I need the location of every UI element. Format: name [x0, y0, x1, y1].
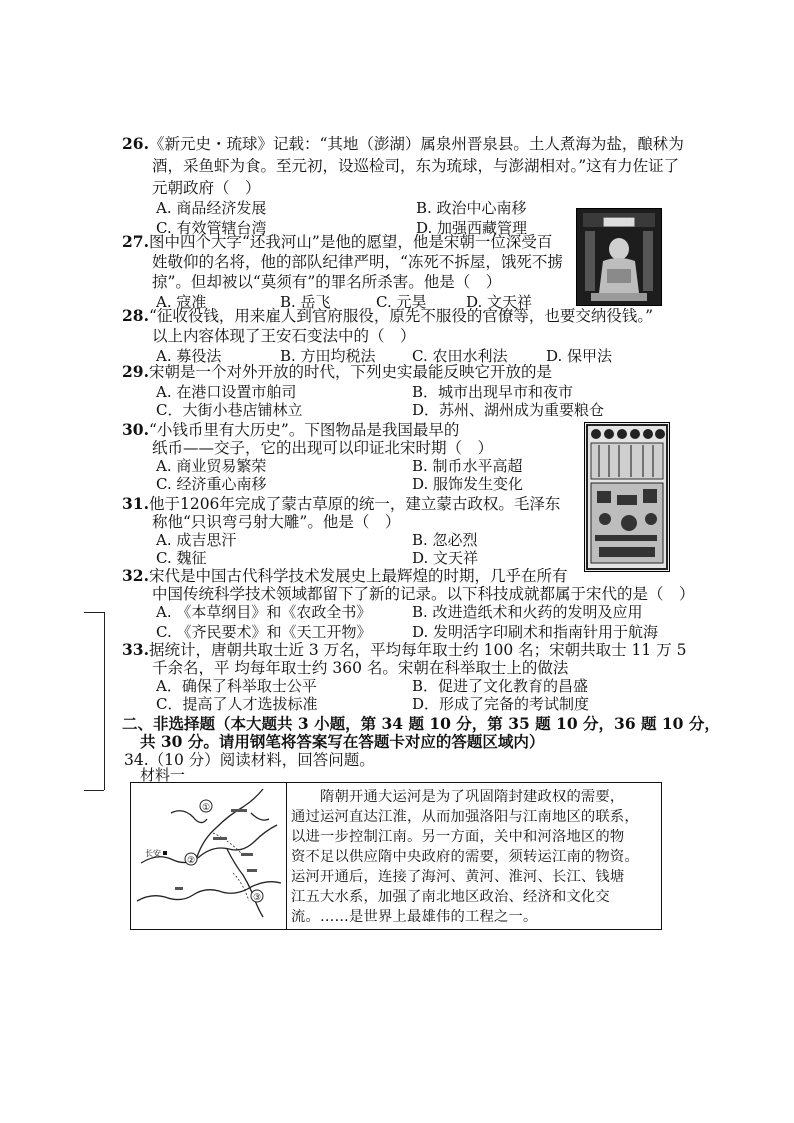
q32-option-b: B. 改进造纸术和火药的发明及应用	[412, 603, 643, 621]
jiaozi-banknote-image	[584, 422, 670, 572]
q30-line1: 30.“小钱币里有大历史”。下图物品是我国最早的	[122, 420, 460, 439]
q33-line1: 33.据统计，唐朝共取士近 3 万名，平均每年取士约 100 名；宋朝共取士 11 万 5	[122, 640, 687, 659]
q28-line1: 28.“征收役钱，用来雇人到官府服役，原先不服役的官僚等，也要交纳役钱。”	[122, 306, 654, 325]
q27-option-a: A. 寇准	[156, 293, 207, 311]
q32-option-c: C. 《齐民要术》和《天工开物》	[156, 623, 372, 641]
q31-option-d: D. 文天祥	[412, 549, 479, 567]
q31-option-a: A. 成吉思汗	[156, 531, 237, 549]
q30-option-c: C. 经济重心南移	[156, 475, 267, 493]
section2-heading-line2: 共 30 分。请用钢笔将答案写在答题卡对应的答题区域内）	[140, 732, 545, 751]
margin-bracket-bottom	[84, 790, 104, 791]
yuefei-statue-photo	[576, 208, 662, 306]
q30-option-b: B. 制币水平高超	[412, 457, 523, 475]
q27-option-d: D. 文天祥	[466, 293, 533, 311]
q26-option-b: B. 政治中心南移	[416, 199, 527, 217]
material-text-line: 运河开通后，连接了海河、黄河、淮河、长江、钱塘	[291, 869, 625, 885]
grand-canal-map	[131, 783, 287, 929]
q30-line2: 纸币——交子，它的出现可以印证北宋时期（ ）	[152, 439, 494, 457]
q28-option-b: B. 方田均税法	[280, 347, 376, 365]
q31-option-c: C. 魏征	[156, 549, 207, 567]
q32-line1: 32.宋代是中国古代科学技术发展史上最辉煌的时期，几乎在所有	[122, 566, 568, 585]
material-one-text	[291, 787, 657, 927]
q26-option-a: A. 商品经济发展	[156, 199, 267, 217]
q27-line1: 27.图中四个大字“还我河山”是他的愿望，他是宋朝一位深受百	[122, 232, 553, 251]
q29-option-a: A. 在港口设置市舶司	[156, 383, 297, 401]
q26-option-d: D. 加强西藏管理	[416, 219, 528, 237]
material-text-line: 江五大水系，加强了南北地区政治、经济和文化交	[291, 889, 610, 905]
q28-line2: 以上内容体现了王安石变法中的（ ）	[152, 327, 416, 345]
q34-heading: 34.（10 分）阅读材料，回答问题。	[124, 751, 375, 769]
q31-line2: 称他“只识弯弓射大雕”。他是（ ）	[152, 513, 401, 531]
material-one-box	[130, 782, 662, 930]
material-text-line: 以进一步控制江南。另一方面，关中和河洛地区的物	[291, 829, 625, 845]
material-text-line: 通过运河直达江淮，从而加强洛阳与江南地区的联系，	[291, 809, 639, 825]
q28-option-c: C. 农田水利法	[412, 347, 508, 365]
q30-option-d: D. 服饰发生变化	[412, 475, 524, 493]
q33-option-a: A．确保了科举取士公平	[156, 677, 317, 695]
q26-line2: 酒，采鱼虾为食。至元初，设巡检司，东为琉球，与澎湖相对。”这有力佐证了	[152, 157, 680, 175]
material-text-line: 流。……是世界上最雄伟的工程之一。	[291, 909, 538, 925]
q29-option-b: B．城市出现早市和夜市	[412, 383, 574, 401]
q31-line1: 31.他于1206年完成了蒙古草原的统一，建立蒙古政权。毛泽东	[122, 494, 561, 513]
margin-bracket	[104, 612, 105, 790]
q32-line2: 中国传统科学技术领域都留下了新的记录。以下科技成就都属于宋代的是（ ）	[152, 585, 695, 603]
q28-option-d: D. 保甲法	[546, 347, 613, 365]
q26-line1: 26.《新元史・琉球》记载：“其地（澎湖）属泉州晋泉县。土人煮海为盐，酿秫为	[122, 134, 684, 153]
q33-option-b: B．促进了文化教育的昌盛	[412, 677, 589, 695]
q32-option-a: A. 《本草纲目》和《农政全书》	[156, 603, 372, 621]
q27-option-c: C. 元昊	[376, 293, 427, 311]
map-marker-3: ③	[252, 893, 262, 903]
q26-option-c: C. 有效管辖台湾	[156, 219, 267, 237]
q28-option-a: A. 募役法	[156, 347, 222, 365]
q30-option-a: A. 商业贸易繁荣	[156, 457, 267, 475]
q31-option-b: B. 忽必烈	[412, 531, 478, 549]
svg-text:▆▆▆▆: ▆▆▆▆	[603, 216, 635, 227]
q33-line2: 千余名，平 均每年取士约 360 名。宋朝在科举取士上的做法	[152, 659, 569, 677]
section2-heading-line1: 二、非选择题（本大题共 3 小题，第 34 题 10 分，第 35 题 10 分，36 题 10 分，	[122, 714, 720, 733]
map-marker-2: ②	[186, 856, 196, 866]
q29-option-d: D．苏州、湖州成为重要粮仓	[412, 401, 605, 419]
map-marker-1: ①	[201, 803, 211, 813]
material-text-line: 资不足以供应隋中央政府的需要，须转运江南的物资。	[291, 849, 639, 865]
q27-line2: 姓敬仰的名将，他的部队纪律严明，“冻死不拆屋，饿死不掳	[152, 253, 563, 271]
q27-option-b: B. 岳飞	[280, 293, 331, 311]
q29-line1: 29.宋朝是一个对外开放的时代，下列史实最能反映它开放的是	[122, 362, 552, 381]
q33-option-c: C．提高了人才选拔标准	[156, 695, 318, 713]
q26-line3: 元朝政府（ ）	[152, 179, 261, 197]
q27-line3: 掠”。但却被以“莫须有”的罪名所杀害。他是（ ）	[152, 273, 502, 291]
margin-bracket-top	[84, 612, 104, 613]
map-label-changan: 长安	[145, 849, 161, 858]
material-text-line: 隋朝开通大运河是为了巩固隋封建政权的需要，	[291, 789, 625, 805]
q29-option-c: C．大街小巷店铺林立	[156, 401, 303, 419]
q33-option-d: D．形成了完备的考试制度	[412, 695, 590, 713]
q32-option-d: D. 发明活字印刷术和指南针用于航海	[412, 623, 659, 641]
material-one-label: 材料一	[140, 766, 186, 784]
